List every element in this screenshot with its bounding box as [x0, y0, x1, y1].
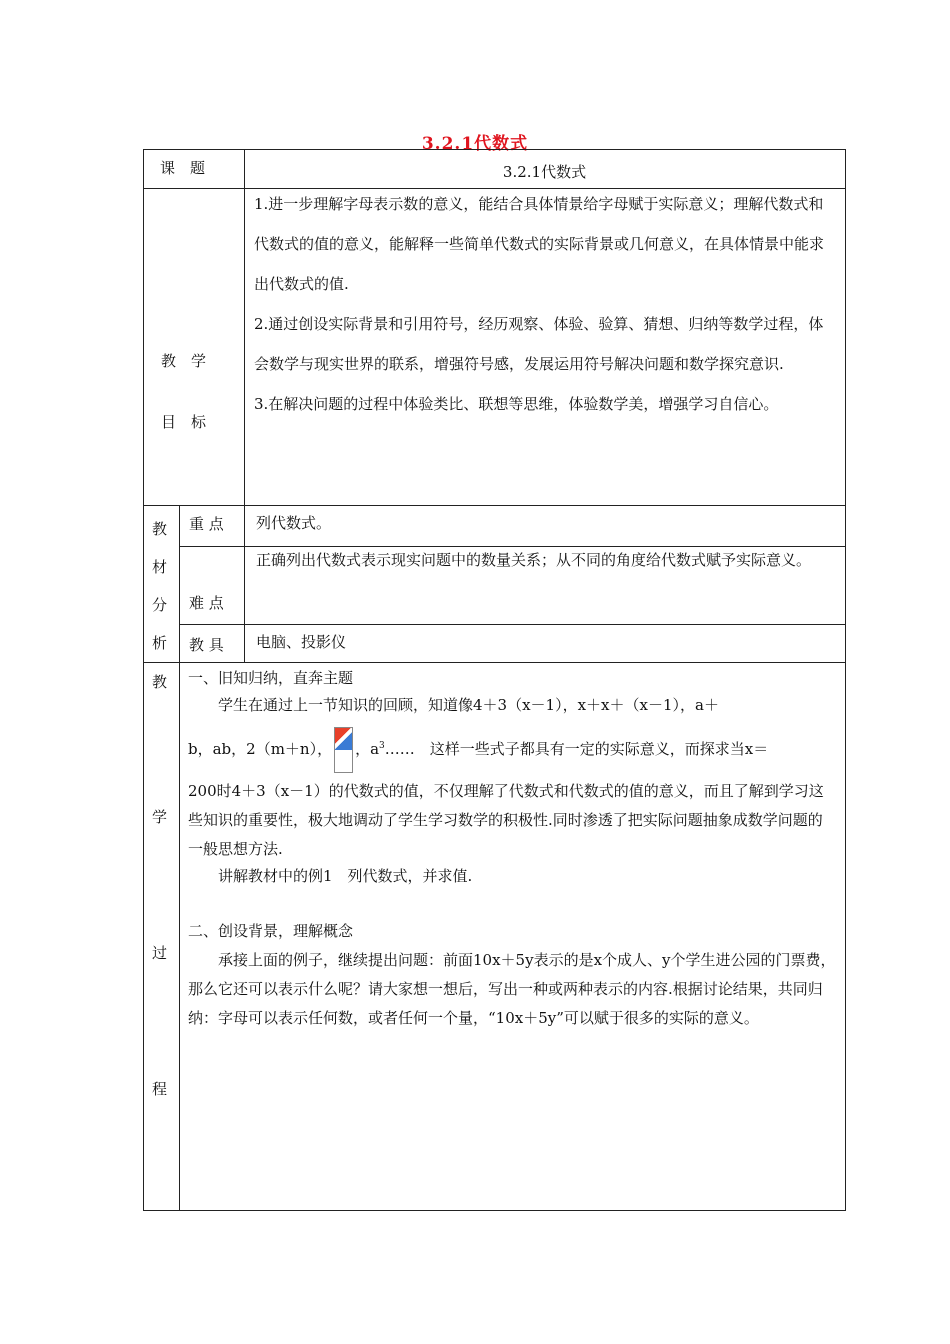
section1-text-part: b，ab，2（m＋n），: [188, 740, 333, 758]
section1-line2: [188, 724, 768, 768]
column-divider: [179, 505, 180, 1210]
process-label-char: 程: [152, 1080, 168, 1098]
row-divider: [143, 662, 845, 663]
section1-heading: 一、旧知归纳，直奔主题: [188, 669, 354, 687]
superscript: 3: [379, 741, 385, 751]
topic-label: 课 题: [160, 159, 206, 177]
formula-image-icon: [334, 727, 353, 773]
key-point-label: 重 点: [189, 515, 224, 533]
process-label-char: 学: [152, 808, 168, 826]
page-title: 3.2.1代数式: [421, 134, 529, 154]
analysis-label-char: 分: [152, 596, 168, 614]
column-divider: [244, 149, 245, 662]
objectives-label-2: 目 标: [161, 413, 207, 431]
section1-example: 讲解教材中的例1 列代数式，并求值.: [218, 867, 473, 885]
difficulty-value: 正确列出代数式表示现实问题中的数量关系；从不同的角度给代数式赋予实际意义。: [256, 551, 812, 569]
section2-heading: 二、创设背景，理解概念: [188, 922, 354, 940]
section1-line1: 学生在通过上一节知识的回顾，知道像4＋3（x－1），x＋x＋（x－1），a＋: [218, 696, 719, 714]
topic-value: 3.2.1代数式: [502, 163, 587, 181]
objective-item: 1.进一步理解字母表示数的意义，能结合具体情景给字母赋于实际意义；理解代数式和代数式的值的意义，能解释一些简单代数式的实际背景或几何意义，在具体情景中能求出代数式的值.: [254, 195, 825, 293]
difficulty-label: 难 点: [189, 594, 224, 612]
objective-item: 2.通过创设实际背景和引用符号，经历观察、体验、验算、猜想、归纳等数学过程，体会数学与现实世界的联系，增强符号感，发展运用符号解决问题和数学探究意识.: [254, 315, 824, 373]
section1-text-part: …… 这样一些式子都具有一定的实际意义，而探求当x＝: [384, 740, 769, 758]
analysis-label-char: 析: [152, 634, 168, 652]
objective-item: 3.在解决问题的过程中体验类比、联想等思维，体验数学美，增强学习自信心。: [254, 395, 779, 413]
objectives-text: [254, 184, 836, 424]
section1-paragraph: 200时4＋3（x－1）的代数式的值，不仅理解了代数式和代数式的值的意义，而且了解到学习这些知识的重要性，极大地调动了学生学习数学的积极性.同时渗透了把实际问题抽象成数学问题的一般思想方法.: [188, 782, 824, 858]
tools-label: 教 具: [189, 636, 224, 654]
process-label-char: 过: [152, 944, 168, 962]
analysis-label-char: 教: [152, 520, 168, 538]
row-divider: [143, 505, 845, 506]
analysis-label-char: 材: [152, 558, 168, 576]
section1-text-part: ，a: [355, 740, 380, 758]
section2-paragraph: 承接上面的例子，继续提出问题：前面10x＋5y表示的是x个成人、y个学生进公园的门票费，那么它还可以表示什么呢？请大家想一想后，写出一种或两种表示的内容.根据讨论结果，共同归纳：字母可以表示任何数，或者任何一个量，“10x＋5y”可以赋于很多的实际的意义。: [188, 951, 836, 1027]
objectives-label-1: 教 学: [161, 352, 207, 370]
tools-value: 电脑、投影仪: [256, 633, 347, 651]
key-point-value: 列代数式。: [256, 514, 332, 532]
process-label-char: 教: [152, 673, 168, 691]
row-divider: [179, 624, 845, 625]
